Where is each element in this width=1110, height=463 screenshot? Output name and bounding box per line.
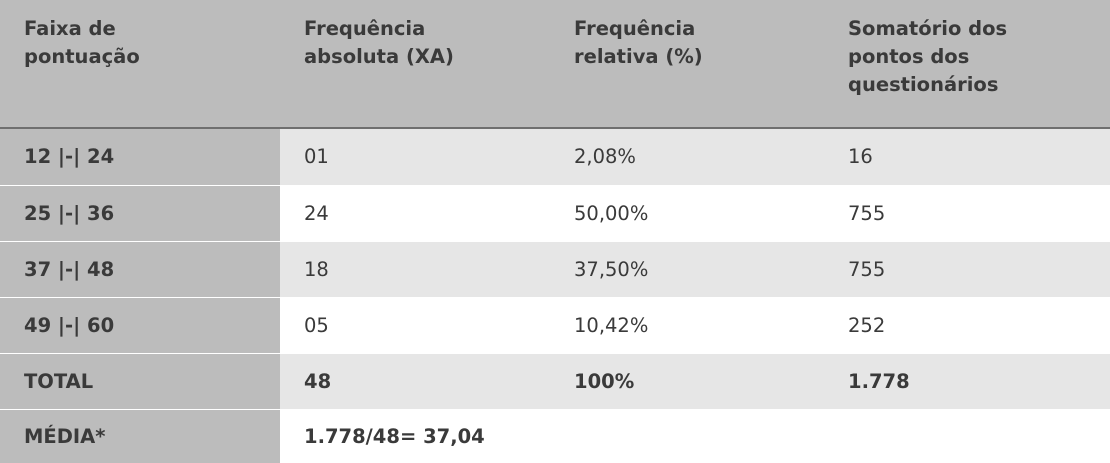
row-label: 49 |-| 60 xyxy=(0,298,280,353)
table-cell: 24 xyxy=(280,186,550,241)
header-line: Frequência xyxy=(574,17,696,40)
header-score-range xyxy=(0,0,280,129)
table-cell: 50,00% xyxy=(550,186,820,241)
table-cell: 05 xyxy=(280,298,550,353)
table-cell: 16 xyxy=(820,129,1110,185)
header-line: Faixa de xyxy=(24,17,116,40)
table-cell: 2,08% xyxy=(550,129,820,185)
header-line: pontos dos xyxy=(848,45,970,68)
header-points-sum xyxy=(820,0,1110,129)
total-label: TOTAL xyxy=(0,354,280,409)
media-label: MÉDIA* xyxy=(0,410,280,463)
total-absolute: 48 xyxy=(280,354,550,409)
table-cell: 37,50% xyxy=(550,242,820,297)
row-label: 12 |-| 24 xyxy=(0,129,280,185)
media-value: 1.778/48= 37,04 xyxy=(280,410,1110,463)
table-cell: 755 xyxy=(820,186,1110,241)
table-cell: 755 xyxy=(820,242,1110,297)
total-points: 1.778 xyxy=(820,354,1110,409)
header-line: questionários xyxy=(848,73,999,96)
total-relative: 100% xyxy=(550,354,820,409)
table-cell: 18 xyxy=(280,242,550,297)
header-line: absoluta (XA) xyxy=(304,45,454,68)
header-absolute-frequency xyxy=(280,0,550,129)
table-cell: 10,42% xyxy=(550,298,820,353)
header-line: Frequência xyxy=(304,17,426,40)
row-label: 25 |-| 36 xyxy=(0,186,280,241)
row-label: 37 |-| 48 xyxy=(0,242,280,297)
table-cell: 01 xyxy=(280,129,550,185)
header-line: relativa (%) xyxy=(574,45,703,68)
header-relative-frequency xyxy=(550,0,820,129)
header-line: Somatório dos xyxy=(848,17,1008,40)
table-cell: 252 xyxy=(820,298,1110,353)
header-line: pontuação xyxy=(24,45,140,68)
